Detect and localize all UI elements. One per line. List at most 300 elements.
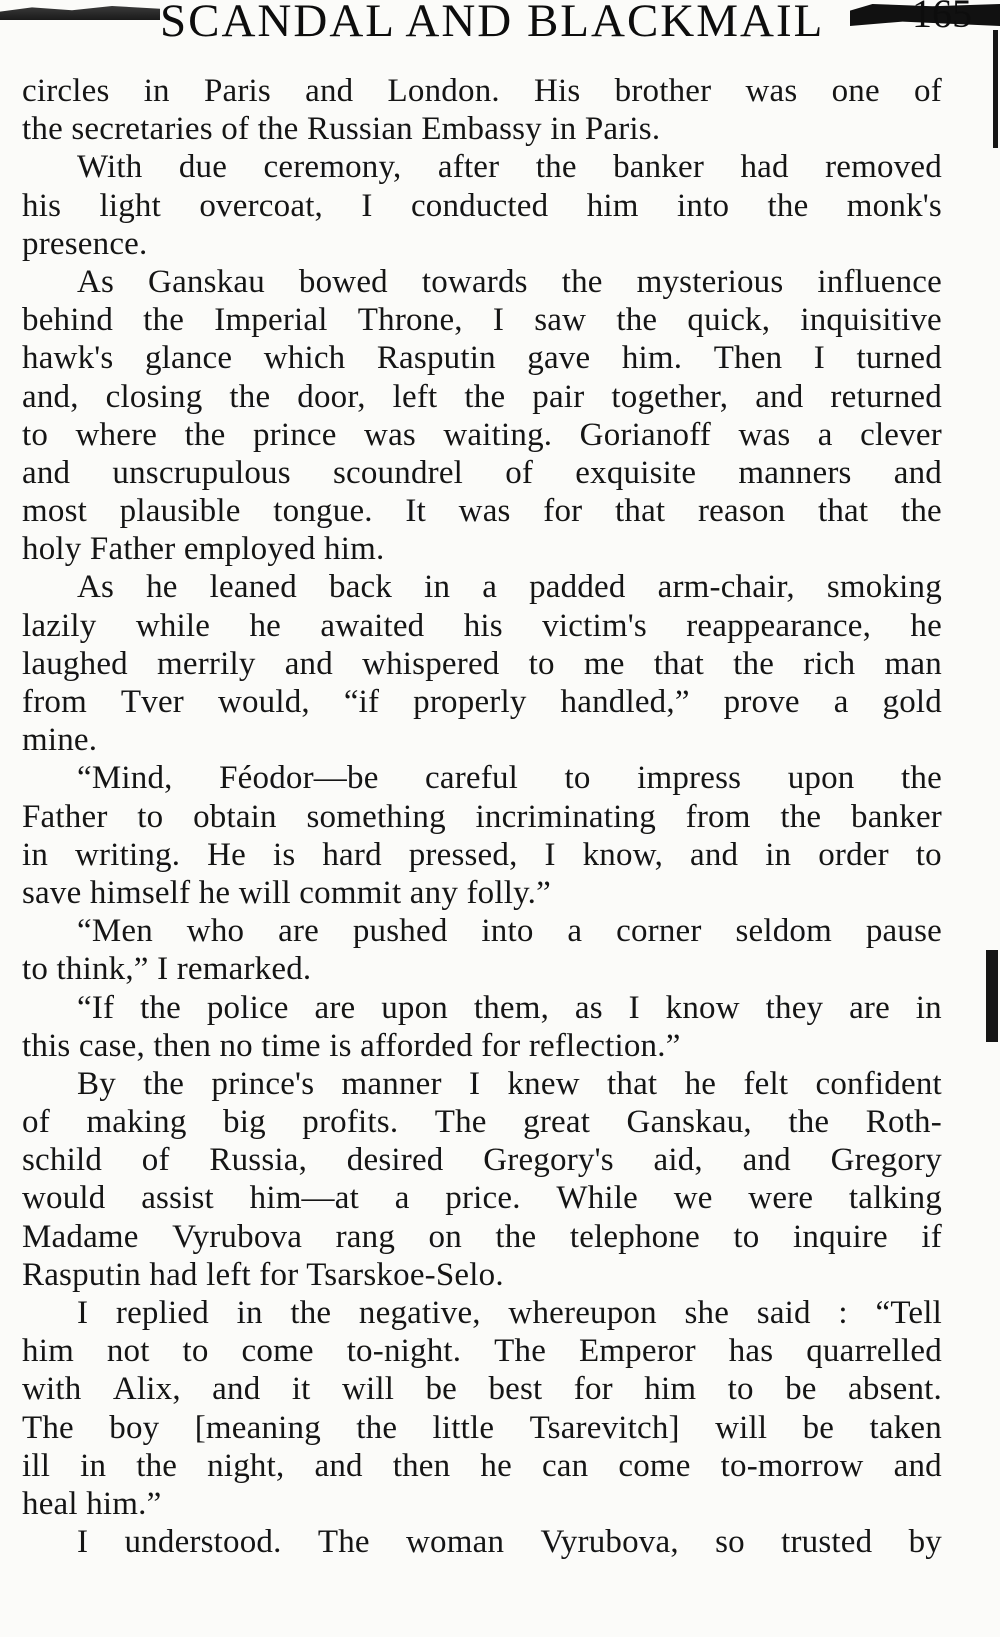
word: circles xyxy=(22,73,110,109)
word: so xyxy=(715,1524,745,1561)
word: quarrelled xyxy=(806,1333,942,1370)
word: negative, xyxy=(358,1295,481,1331)
text-line xyxy=(22,645,942,683)
word: the xyxy=(900,493,942,530)
word: the xyxy=(495,1218,537,1255)
word: for xyxy=(573,1371,613,1408)
text-line xyxy=(22,759,942,797)
word: Gregory's xyxy=(483,1142,614,1179)
word: if xyxy=(921,1218,942,1255)
text-line xyxy=(22,148,942,186)
word: by xyxy=(908,1524,942,1561)
word: she xyxy=(684,1295,730,1331)
word: a xyxy=(567,913,583,950)
word: [meaning xyxy=(194,1409,321,1446)
word: reappearance, xyxy=(686,607,872,644)
ink-smudge-left xyxy=(0,6,160,20)
word: The xyxy=(22,1409,74,1446)
word: pressed, xyxy=(408,836,518,873)
word: awaited xyxy=(320,607,425,644)
word: desired xyxy=(346,1142,444,1179)
word: rang xyxy=(335,1218,396,1255)
text-line xyxy=(22,263,942,301)
word: exquisite xyxy=(575,454,697,491)
text-line xyxy=(22,1332,942,1370)
word: together, xyxy=(611,378,729,415)
text-line xyxy=(22,1179,942,1217)
word: I xyxy=(468,1065,481,1102)
word: banker xyxy=(851,798,942,835)
text-line xyxy=(22,454,942,492)
word: Tsarevitch] xyxy=(529,1409,680,1446)
word: careful xyxy=(425,760,519,797)
word: a xyxy=(394,1180,410,1217)
word: It xyxy=(405,493,426,530)
word: schild xyxy=(22,1142,103,1179)
text-line-content: heal him.” xyxy=(22,1485,162,1522)
word: from xyxy=(685,798,751,835)
word: felt xyxy=(743,1065,789,1102)
word: to xyxy=(22,416,49,453)
text-line xyxy=(22,530,942,568)
word: victim's xyxy=(542,607,647,644)
word: great xyxy=(523,1104,591,1141)
word: reason xyxy=(697,493,786,530)
word: prove xyxy=(723,684,800,720)
word: I xyxy=(361,187,373,224)
word: As xyxy=(77,263,115,300)
word: obtain xyxy=(193,798,277,835)
word: not xyxy=(106,1333,150,1370)
word: Vyrubova, xyxy=(540,1524,679,1561)
text-line xyxy=(22,912,942,950)
word: saw xyxy=(534,302,587,339)
word: are xyxy=(278,913,319,950)
word: merrily xyxy=(157,645,256,682)
word: The xyxy=(434,1104,487,1141)
word: back xyxy=(329,569,393,606)
text-line xyxy=(22,1141,942,1179)
word: hard xyxy=(322,836,382,873)
word: pair xyxy=(532,378,585,415)
word: unscrupulous xyxy=(112,454,291,491)
word: were xyxy=(748,1180,814,1217)
text-line xyxy=(22,225,942,263)
word: the xyxy=(184,416,226,453)
word: which xyxy=(263,340,346,377)
word: Gregory xyxy=(830,1142,942,1179)
word: said xyxy=(756,1295,811,1331)
word: pushed xyxy=(352,913,448,950)
word: that xyxy=(653,645,705,682)
text-line xyxy=(22,1485,942,1523)
word: ill xyxy=(22,1447,51,1484)
word: the xyxy=(464,378,506,415)
word: into xyxy=(481,913,534,950)
word: was xyxy=(458,493,511,530)
word: laughed xyxy=(22,645,128,682)
word: With xyxy=(77,149,143,186)
word: and xyxy=(284,645,333,682)
text-line-content: save himself he will commit any folly.” xyxy=(22,874,551,911)
text-line-content: to think,” I remarked. xyxy=(22,951,312,988)
word: be xyxy=(802,1409,835,1446)
text-line xyxy=(22,568,942,606)
word: would, xyxy=(217,684,310,720)
word: whispered xyxy=(362,645,500,682)
word: mysterious xyxy=(636,263,784,300)
word: and xyxy=(893,1447,942,1484)
word: hawk's xyxy=(22,340,114,377)
word: prince's xyxy=(211,1065,315,1102)
text-line xyxy=(22,1523,942,1561)
text-line xyxy=(22,110,942,148)
word: he xyxy=(146,569,178,606)
text-line xyxy=(22,683,942,721)
word: The xyxy=(317,1524,370,1561)
word: the xyxy=(616,302,658,339)
text-line xyxy=(22,874,942,912)
word: and xyxy=(212,1371,261,1408)
word: I xyxy=(544,836,556,873)
word: left xyxy=(392,378,438,415)
word: from xyxy=(22,684,87,720)
word: and xyxy=(690,836,739,873)
word: in xyxy=(236,1295,263,1331)
word: that xyxy=(607,1065,658,1102)
word: little xyxy=(432,1409,495,1446)
word: taken xyxy=(869,1409,942,1446)
word: Rasputin xyxy=(376,340,496,377)
word: is xyxy=(272,836,296,873)
word: after xyxy=(437,149,500,186)
word: best xyxy=(488,1371,543,1408)
word: : xyxy=(838,1295,848,1331)
word: him. xyxy=(621,340,683,377)
word: to-morrow xyxy=(720,1447,864,1484)
word: can xyxy=(541,1447,589,1484)
word: one xyxy=(831,73,880,109)
word: knew xyxy=(507,1065,580,1102)
word: him xyxy=(586,187,639,224)
word: Russia, xyxy=(209,1142,308,1179)
word: Throne, xyxy=(357,302,463,339)
word: incriminating xyxy=(475,798,656,835)
word: has xyxy=(728,1333,774,1370)
word: quick, xyxy=(687,302,771,339)
word: be xyxy=(425,1371,458,1408)
word: the xyxy=(143,1065,185,1102)
word: in xyxy=(424,569,451,606)
word: closing xyxy=(105,378,203,415)
word: to xyxy=(915,836,942,873)
word: for xyxy=(543,493,583,530)
word: while xyxy=(135,607,211,644)
word: his xyxy=(463,607,503,644)
word: then xyxy=(392,1447,451,1484)
word: influence xyxy=(817,263,942,300)
right-edge-mark xyxy=(993,30,998,148)
word: be xyxy=(785,1371,817,1408)
word: and xyxy=(893,454,942,491)
text-line xyxy=(22,1065,942,1103)
word: was xyxy=(745,73,798,109)
word: would xyxy=(22,1180,106,1217)
word: to xyxy=(137,798,164,835)
page-number: 165 xyxy=(912,0,972,36)
text-line-content: this case, then no time is afforded for reflection.” xyxy=(22,1027,681,1064)
text-line xyxy=(22,187,942,225)
word: properly xyxy=(413,684,527,720)
text-line xyxy=(22,721,942,759)
word: “If xyxy=(77,989,115,1026)
word: Féodor—be xyxy=(219,760,379,797)
word: into xyxy=(677,187,730,224)
word: due xyxy=(178,149,228,186)
word: manner xyxy=(341,1065,442,1102)
word: light xyxy=(99,187,161,224)
word: inquire xyxy=(793,1218,888,1255)
word: in xyxy=(80,1447,107,1484)
word: upon xyxy=(381,989,449,1026)
text-line xyxy=(22,950,942,988)
word: glance xyxy=(144,340,233,377)
word: night, xyxy=(207,1447,285,1484)
word: clever xyxy=(860,416,942,453)
word: had xyxy=(740,149,789,186)
word: of xyxy=(914,73,942,109)
word: I xyxy=(492,302,505,339)
word: I xyxy=(813,340,825,377)
word: price. xyxy=(445,1180,521,1217)
word: a xyxy=(817,416,833,453)
word: the xyxy=(767,187,809,224)
word: and xyxy=(305,73,354,109)
word: and, xyxy=(22,378,79,415)
word: leaned xyxy=(209,569,297,606)
word: big xyxy=(223,1104,266,1141)
word: in xyxy=(22,836,49,873)
text-line-content: mine. xyxy=(22,722,98,759)
word: know xyxy=(665,989,740,1026)
word: was xyxy=(364,416,416,453)
word: Father xyxy=(22,798,108,835)
word: Vyrubova xyxy=(172,1218,303,1255)
text-line xyxy=(22,1294,942,1332)
word: a xyxy=(833,684,849,720)
word: behind xyxy=(22,302,114,339)
word: plausible xyxy=(119,493,241,530)
word: the xyxy=(561,263,603,300)
word: that xyxy=(615,493,666,530)
word: absent. xyxy=(848,1371,942,1408)
word: are xyxy=(849,989,890,1026)
word: I xyxy=(77,1295,89,1331)
word: in xyxy=(765,836,792,873)
word: upon xyxy=(787,760,855,797)
word: he xyxy=(249,607,282,644)
word: man xyxy=(884,645,942,682)
word: know, xyxy=(582,836,664,873)
word: Then xyxy=(713,340,783,377)
word: “Men xyxy=(77,913,153,950)
word: was xyxy=(738,416,791,453)
word: he xyxy=(684,1065,717,1102)
text-line xyxy=(22,1027,942,1065)
word: Ganskau xyxy=(148,263,265,300)
word: making xyxy=(86,1104,187,1141)
word: and xyxy=(755,378,804,415)
word: impress xyxy=(637,760,742,797)
word: conducted xyxy=(410,187,549,224)
word: overcoat, xyxy=(199,187,324,224)
word: By xyxy=(77,1065,116,1102)
text-line-content: Rasputin had left for Tsarskoe-Selo. xyxy=(22,1256,504,1293)
text-line xyxy=(22,607,942,645)
word: padded xyxy=(529,569,626,606)
text-line xyxy=(22,416,942,454)
word: As xyxy=(77,569,115,606)
word: will xyxy=(715,1409,768,1446)
word: him—at xyxy=(249,1180,359,1217)
text-line xyxy=(22,1409,942,1447)
text-line xyxy=(22,1447,942,1485)
word: most xyxy=(22,493,87,530)
text-line xyxy=(22,798,942,836)
word: a xyxy=(482,569,498,606)
word: talking xyxy=(848,1180,942,1217)
word: him xyxy=(644,1371,697,1408)
word: towards xyxy=(421,263,528,300)
word: smoking xyxy=(826,569,942,606)
word: Alix, xyxy=(112,1371,181,1408)
word: inquisitive xyxy=(800,302,942,339)
word: understood. xyxy=(124,1524,282,1561)
word: will xyxy=(341,1371,395,1408)
word: and xyxy=(314,1447,363,1484)
word: the xyxy=(136,1447,178,1484)
word: waiting. xyxy=(443,416,553,453)
word: “Tell xyxy=(875,1295,942,1331)
word: woman xyxy=(406,1524,505,1561)
word: they xyxy=(765,989,824,1026)
word: to xyxy=(733,1218,760,1255)
word: whereupon xyxy=(508,1295,657,1331)
running-title: SCANDAL AND BLACKMAIL xyxy=(160,0,825,47)
word: Gorianoff xyxy=(579,416,711,453)
word: aid, xyxy=(653,1142,703,1179)
word: gave xyxy=(527,340,591,377)
word: manners xyxy=(738,454,852,491)
text-line xyxy=(22,492,942,530)
word: come xyxy=(618,1447,691,1484)
word: we xyxy=(673,1180,713,1217)
word: of xyxy=(141,1142,170,1179)
text-line xyxy=(22,72,942,110)
word: of xyxy=(505,454,534,491)
word: bowed xyxy=(298,263,388,300)
text-line xyxy=(22,1103,942,1141)
word: The xyxy=(494,1333,547,1370)
word: “if xyxy=(343,684,380,720)
word: brother xyxy=(614,73,712,109)
word: to-night. xyxy=(346,1333,462,1370)
word: to xyxy=(564,760,591,797)
word: he xyxy=(480,1447,512,1484)
word: While xyxy=(556,1180,638,1217)
word: profits. xyxy=(302,1104,399,1141)
word: corner xyxy=(616,913,702,950)
word: order xyxy=(818,836,889,873)
word: the xyxy=(140,989,181,1026)
text-line xyxy=(22,1370,942,1408)
word: replied xyxy=(115,1295,209,1331)
word: ceremony, xyxy=(263,149,402,186)
word: of xyxy=(22,1104,50,1141)
word: and xyxy=(22,454,71,491)
text-line xyxy=(22,378,942,416)
word: confident xyxy=(815,1065,942,1102)
word: arm-chair, xyxy=(657,569,795,606)
word: telephone xyxy=(569,1218,700,1255)
word: the xyxy=(780,798,822,835)
word: handled,” xyxy=(560,684,690,720)
word: come xyxy=(241,1333,314,1370)
word: boy xyxy=(109,1409,160,1446)
text-line xyxy=(22,1218,942,1256)
word: me xyxy=(583,645,625,682)
word: who xyxy=(186,913,245,950)
body-text xyxy=(22,72,942,1561)
word: writing. xyxy=(75,836,181,873)
word: returned xyxy=(830,378,942,415)
page-header xyxy=(0,0,1000,52)
word: something xyxy=(306,798,446,835)
word: the xyxy=(143,302,185,339)
word: the xyxy=(901,760,942,797)
word: Ganskau, xyxy=(626,1104,752,1141)
word: scoundrel xyxy=(332,454,464,491)
text-line-content: the secretaries of the Russian Embassy in Paris. xyxy=(22,111,661,148)
word: him xyxy=(22,1333,74,1370)
word: Paris xyxy=(203,73,271,109)
word: the xyxy=(290,1295,332,1331)
word: His xyxy=(534,73,581,109)
word: the xyxy=(535,149,577,186)
word: I xyxy=(628,989,640,1026)
word: banker xyxy=(613,149,705,186)
word: the xyxy=(733,645,775,682)
word: his xyxy=(22,187,62,224)
word: tongue. xyxy=(273,493,373,530)
word: monk's xyxy=(846,187,942,224)
text-line xyxy=(22,836,942,874)
word: Madame xyxy=(22,1218,139,1255)
word: to xyxy=(182,1333,209,1370)
word: police xyxy=(206,989,289,1026)
word: assist xyxy=(141,1180,214,1217)
word: them, xyxy=(473,989,550,1026)
text-line xyxy=(22,1256,942,1294)
word: pause xyxy=(865,913,942,950)
word: and xyxy=(742,1142,791,1179)
word: lazily xyxy=(22,607,97,644)
text-line-content: holy Father employed him. xyxy=(22,531,385,568)
text-line xyxy=(22,301,942,339)
word: that xyxy=(817,493,869,530)
word: to xyxy=(727,1371,754,1408)
word: where xyxy=(75,416,158,453)
